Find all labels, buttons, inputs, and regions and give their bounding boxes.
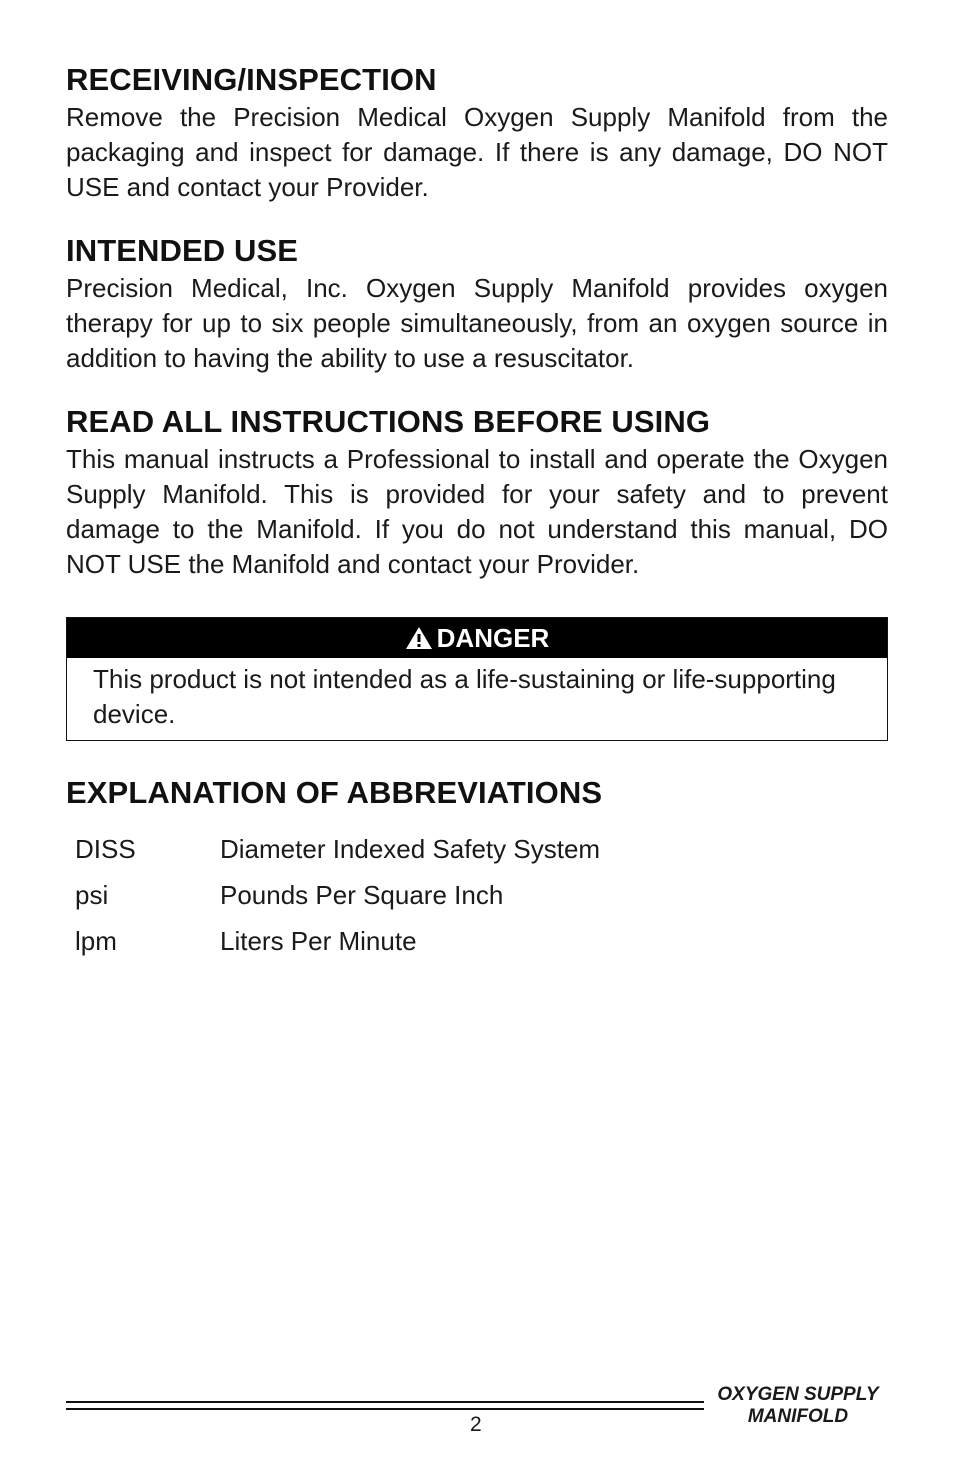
footer-title-line2: MANIFOLD xyxy=(747,1406,849,1427)
danger-header xyxy=(67,618,887,658)
abbreviation-term: DISS xyxy=(75,834,136,864)
footer-title-line1: OXYGEN SUPPLY xyxy=(717,1384,879,1405)
receiving-section xyxy=(66,60,888,205)
abbreviation-row xyxy=(75,877,888,923)
abbreviation-row xyxy=(75,831,888,877)
footer-title xyxy=(708,1384,888,1428)
abbreviations-heading: EXPLANATION OF ABBREVIATIONS xyxy=(66,775,603,810)
warning-triangle-icon xyxy=(405,626,433,650)
danger-label: DANGER xyxy=(436,622,550,653)
read-instructions-heading: READ ALL INSTRUCTIONS BEFORE USING xyxy=(66,404,711,439)
intended-use-section xyxy=(66,231,888,376)
danger-body: This product is not intended as a life-sustaining or life-supporting device. xyxy=(93,664,836,729)
abbreviation-term: lpm xyxy=(75,926,117,956)
receiving-heading: RECEIVING/INSPECTION xyxy=(66,62,437,97)
abbreviation-term: psi xyxy=(75,880,109,910)
page-content xyxy=(66,60,888,969)
abbreviations-section xyxy=(66,773,888,969)
abbreviations-table xyxy=(75,831,888,969)
receiving-body: Remove the Precision Medical Oxygen Supply Manifold from the packaging and inspect for damage. If there is any damage, DO NOT USE and contact your Provider. xyxy=(66,102,888,202)
danger-box xyxy=(66,617,888,741)
intended-use-heading: INTENDED USE xyxy=(66,233,299,268)
abbreviation-meaning: Diameter Indexed Safety System xyxy=(220,834,601,864)
footer-rule xyxy=(66,1401,704,1410)
intended-use-body: Precision Medical, Inc. Oxygen Supply Manifold provides oxygen therapy for up to six people simultaneously, from an oxygen source in addition to having the ability to use a resuscitator. xyxy=(66,273,888,373)
read-instructions-body: This manual instructs a Professional to install and operate the Oxygen Supply Manifold. This is provided for your safety and to prevent damage to the Manifold. If you do not understand this manual, DO NOT USE the Manifold and contact your Provider. xyxy=(66,444,888,579)
abbreviation-meaning: Pounds Per Square Inch xyxy=(220,880,504,910)
abbreviation-row xyxy=(75,923,888,969)
abbreviation-meaning: Liters Per Minute xyxy=(220,926,417,956)
read-instructions-section xyxy=(66,402,888,582)
page-number: 2 xyxy=(470,1413,482,1436)
